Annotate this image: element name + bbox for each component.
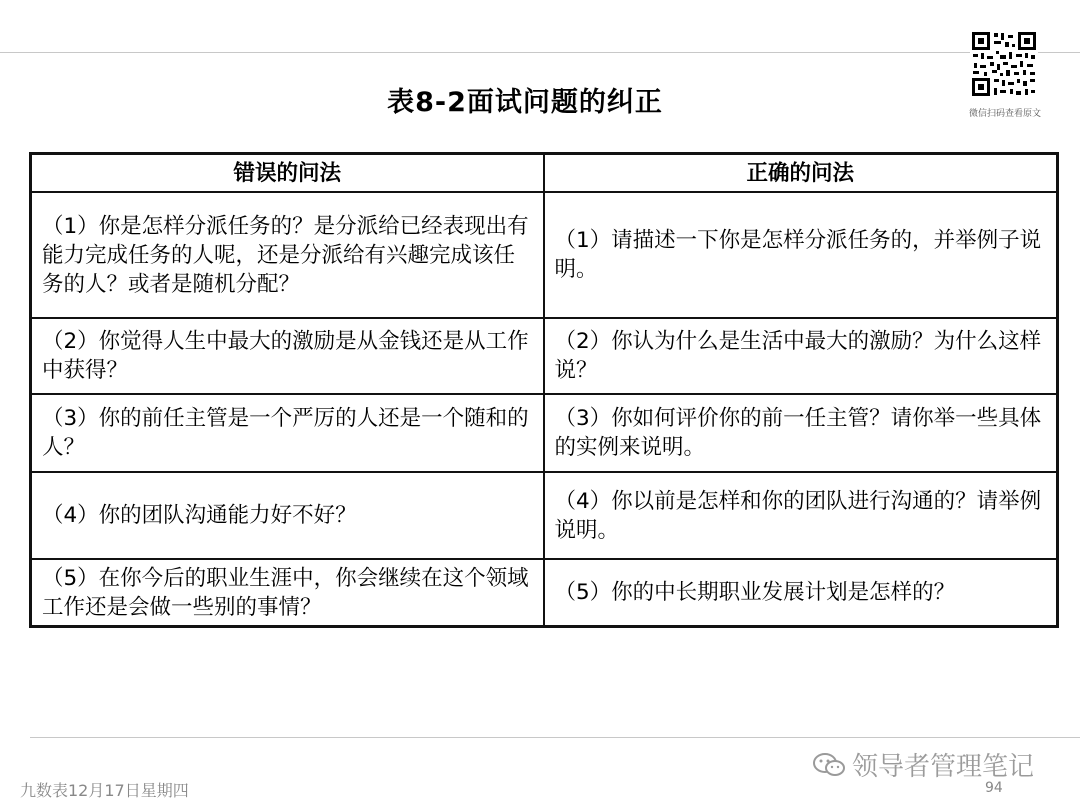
table-row bbox=[31, 559, 1058, 627]
header-wrong: 错误的问法 bbox=[31, 154, 544, 193]
table-row bbox=[31, 394, 1058, 472]
table-header-row bbox=[31, 154, 1058, 193]
wechat-icon bbox=[812, 752, 846, 778]
header-right: 正确的问法 bbox=[544, 154, 1058, 193]
footer-date: 九数表12月17日星期四 bbox=[20, 781, 189, 800]
right-question-cell: （4）你以前是怎样和你的团队进行沟通的？请举例说明。 bbox=[544, 472, 1058, 559]
bottom-divider bbox=[30, 737, 1080, 738]
right-question-cell: （3）你如何评价你的前一任主管？请你举一些具体的实例来说明。 bbox=[544, 394, 1058, 472]
wrong-question-cell: （2）你觉得人生中最大的激励是从金钱还是从工作中获得？ bbox=[31, 318, 544, 394]
watermark bbox=[812, 746, 1034, 783]
wrong-question-cell: （3）你的前任主管是一个严厉的人还是一个随和的人？ bbox=[31, 394, 544, 472]
right-question-cell: （2）你认为什么是生活中最大的激励？为什么这样说？ bbox=[544, 318, 1058, 394]
page-number: 94 bbox=[985, 780, 1003, 796]
wrong-question-cell: （5）在你今后的职业生涯中，你会继续在这个领域工作还是会做一些别的事情？ bbox=[31, 559, 544, 627]
top-divider bbox=[0, 52, 1080, 53]
page-title: 表8-2面试问题的纠正 bbox=[387, 87, 663, 118]
table-row bbox=[31, 318, 1058, 394]
right-question-cell: （1）请描述一下你是怎样分派任务的，并举例子说明。 bbox=[544, 192, 1058, 318]
qr-caption: 微信扫码查看原文 bbox=[968, 109, 1041, 119]
interview-question-table bbox=[29, 152, 1059, 628]
watermark-text: 领导者管理笔记 bbox=[852, 752, 1035, 782]
right-question-cell: （5）你的中长期职业发展计划是怎样的？ bbox=[544, 559, 1058, 627]
wrong-question-cell: （1）你是怎样分派任务的？是分派给已经表现出有能力完成任务的人呢，还是分派给有兴趣完成该任务的人？或者是随机分配？ bbox=[31, 192, 544, 318]
table-row bbox=[31, 192, 1058, 318]
table-row bbox=[31, 472, 1058, 559]
wrong-question-cell: （4）你的团队沟通能力好不好？ bbox=[31, 472, 544, 559]
